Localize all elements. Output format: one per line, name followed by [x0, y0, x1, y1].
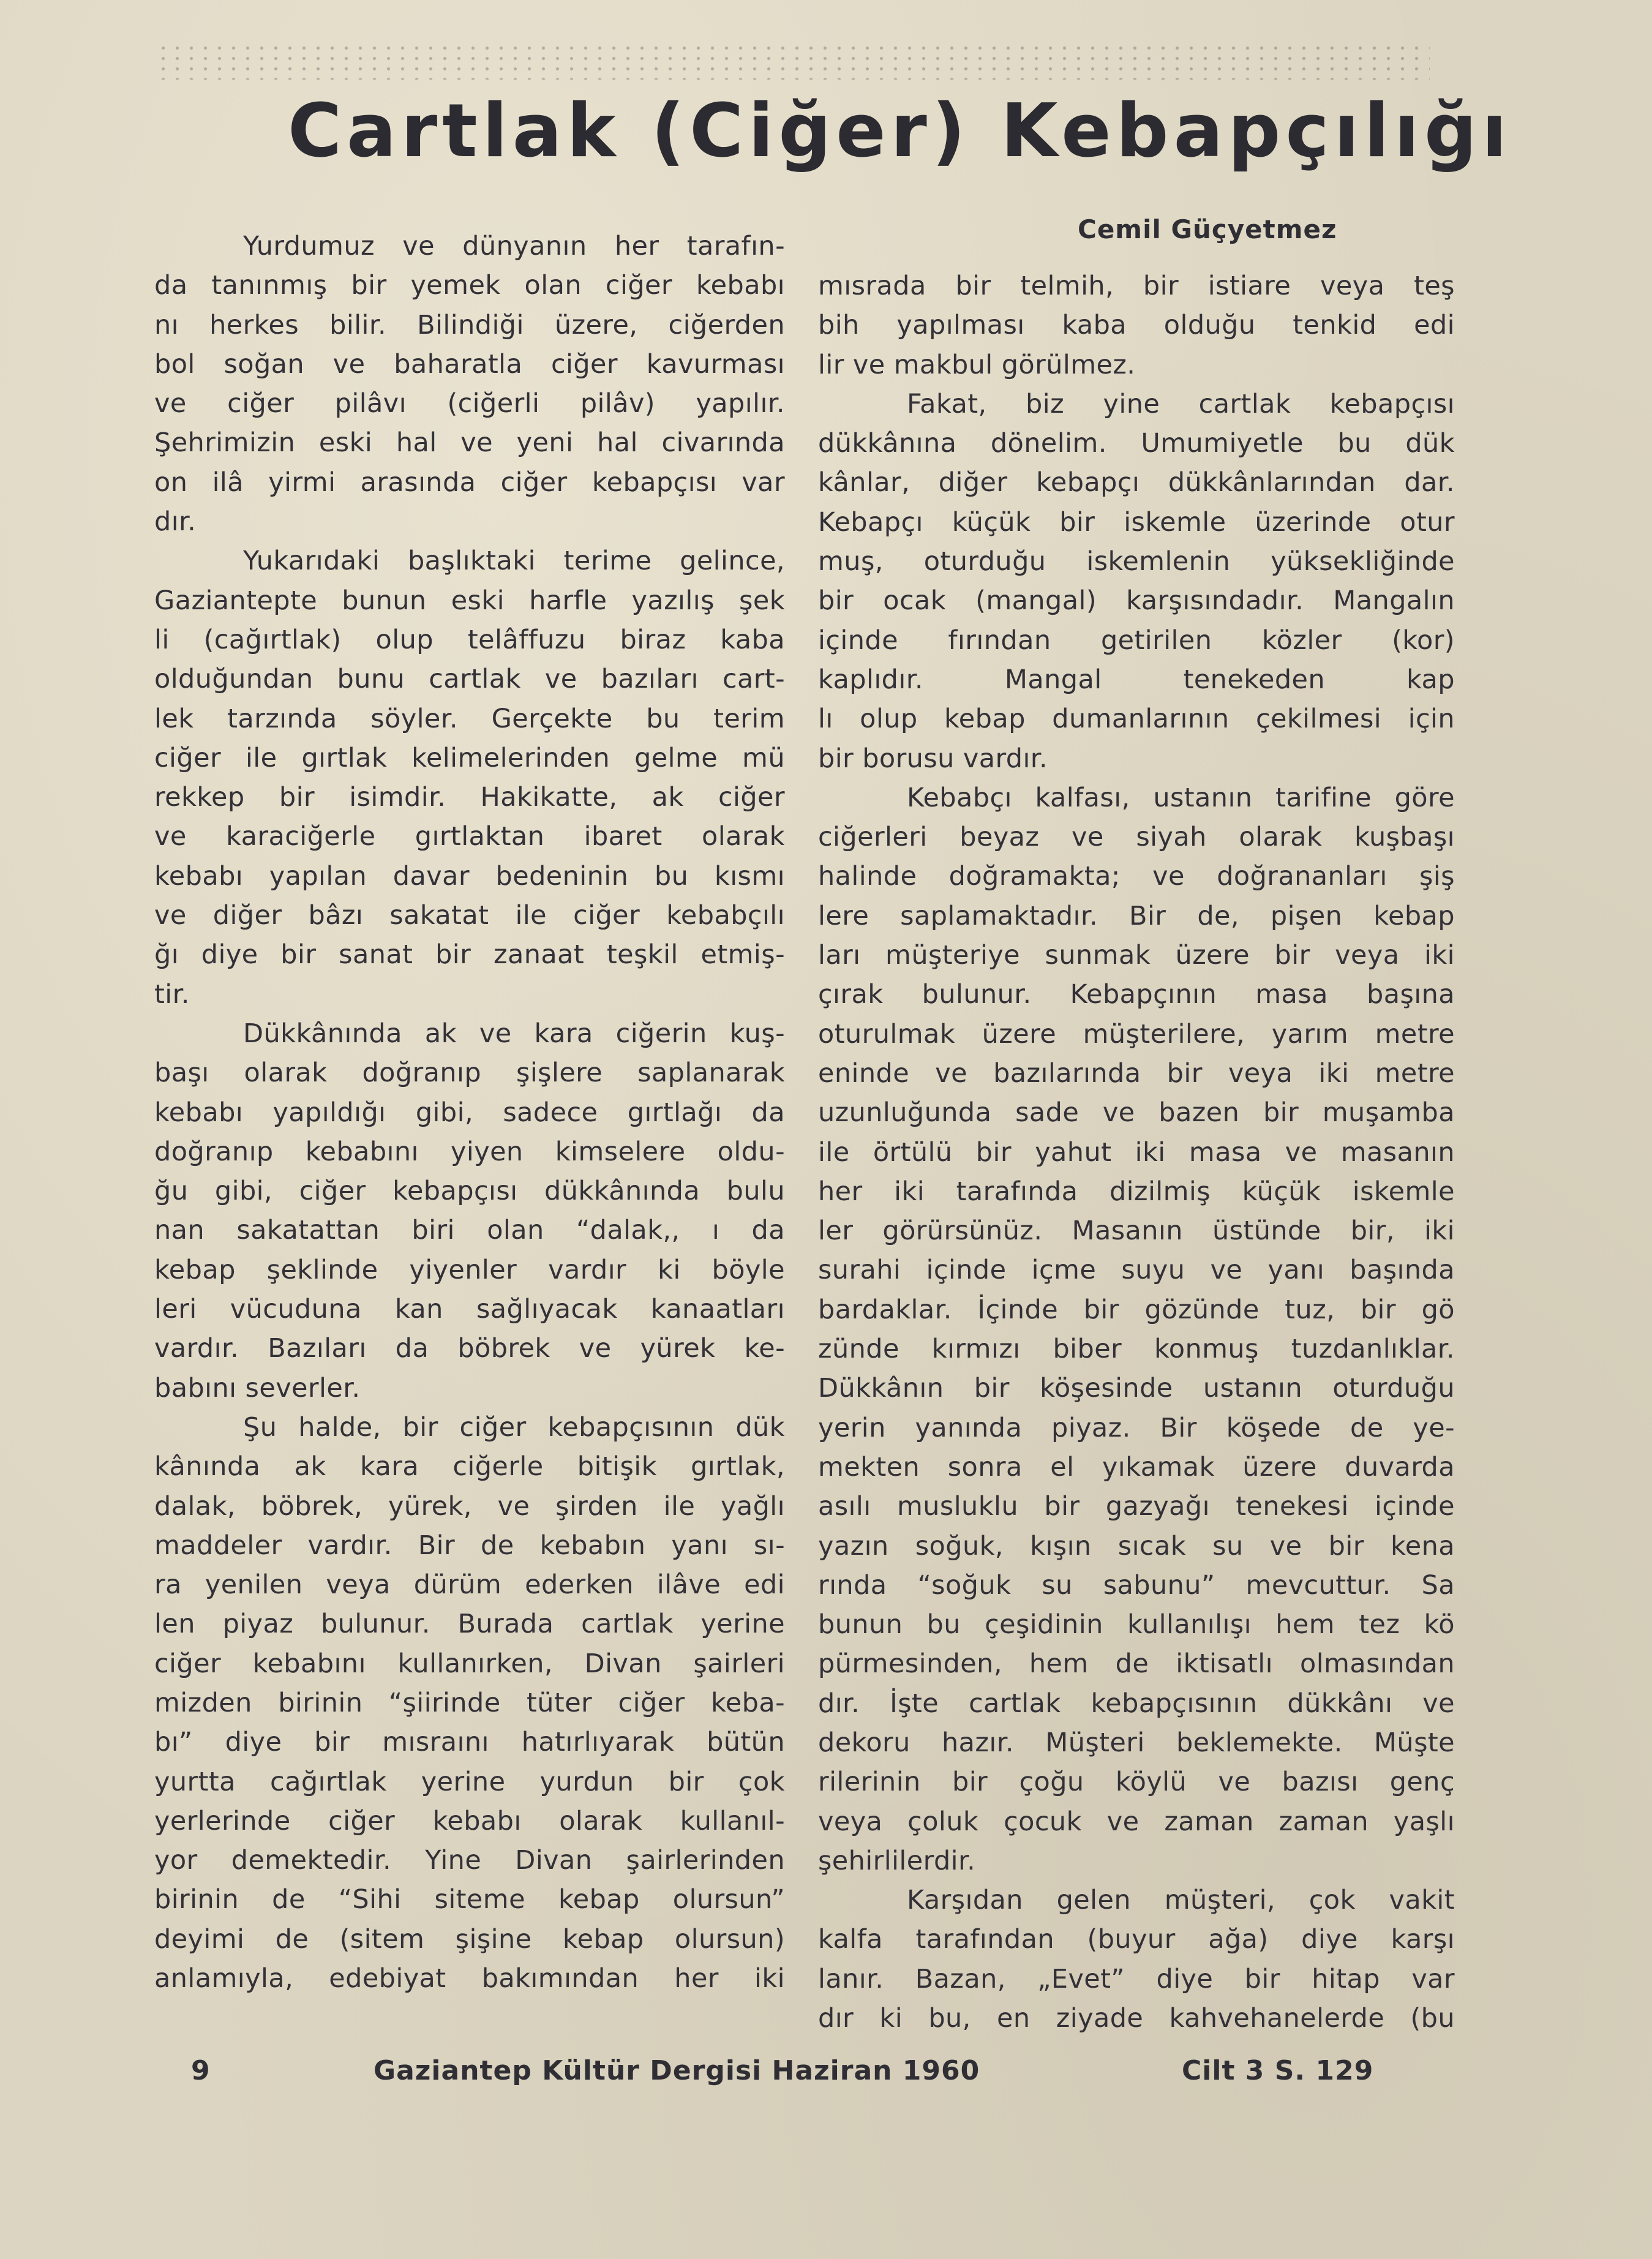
text-line: kalfa tarafından (buyur ağa) diye karşı	[818, 1924, 1455, 1955]
text-line: bı” diye bir mısraını hatırlıyarak bütün	[154, 1727, 785, 1758]
text-line: yor demektedir. Yine Divan şairlerinden	[154, 1845, 785, 1876]
text-line: kânında ak kara ciğerle bitişik gırtlak,	[154, 1451, 785, 1483]
text-line: surahi içinde içme suyu ve yanı başında	[818, 1255, 1455, 1286]
text-line: bir ocak (mangal) karşısındadır. Mangalın	[818, 585, 1455, 617]
text-line: eninde ve bazılarında bir veya iki metre	[818, 1058, 1455, 1089]
text-line: nı herkes bilir. Bilindiği üzere, ciğerden	[154, 309, 785, 340]
text-line: uzunluğunda sade ve bazen bir muşamba	[818, 1097, 1455, 1129]
text-line: bih yapılması kaba olduğu tenkid edi	[818, 310, 1455, 341]
text-line: ve diğer bâzı sakatat ile ciğer kebabçılı	[154, 900, 785, 931]
text-line: anlamıyla, edebiyat bakımından her iki	[154, 1963, 785, 1994]
text-line: dalak, böbrek, yürek, ve şirden ile yağlı	[154, 1490, 785, 1522]
text-line: ciğer kebabını kullanırken, Divan şairleri	[154, 1648, 785, 1679]
text-line: Gaziantepte bunun eski harfle yazılış şek	[154, 585, 785, 616]
text-line: Yukarıdaki başlıktaki terime gelince,	[243, 546, 785, 577]
magazine-issue: Gaziantep Kültür Dergisi Haziran 1960	[374, 2055, 980, 2086]
text-line: Dükkânın bir köşesinde ustanın oturduğu	[818, 1373, 1455, 1404]
text-line: mısrada bir telmih, bir istiare veya teş	[818, 271, 1455, 301]
text-line: rekkep bir isimdir. Hakikatte, ak ciğer	[154, 782, 785, 813]
text-line: mizden birinin “şiirinde tüter ciğer keba-	[154, 1687, 785, 1718]
text-line: ğı diye bir sanat bir zanaat teşkil etmiş-	[154, 939, 785, 971]
text-line: ciğer ile gırtlak kelimelerinden gelme mü	[154, 742, 785, 773]
text-line: bardaklar. İçinde bir gözünde tuz, bir gö	[818, 1294, 1455, 1325]
text-line: bol soğan ve baharatla ciğer kavurması	[154, 348, 785, 380]
text-line: Dükkânında ak ve kara ciğerin kuş-	[243, 1018, 785, 1049]
text-line: çırak bulunur. Kebapçının masa başına	[818, 979, 1455, 1010]
text-line: mekten sonra el yıkamak üzere duvarda	[818, 1451, 1455, 1483]
text-line: lere saplamaktadır. Bir de, pişen kebap	[818, 900, 1455, 931]
text-line: yazın soğuk, kışın sıcak su ve bir kena	[818, 1530, 1455, 1562]
text-line: Kebapçı küçük bir iskemle üzerinde otur	[818, 506, 1455, 538]
text-line: ve ciğer pilâvı (ciğerli pilâv) yapılır.	[154, 388, 785, 419]
volume-number: Cilt 3 S. 129	[1182, 2055, 1374, 2086]
text-line: Fakat, biz yine cartlak kebapçısı	[907, 388, 1455, 419]
text-line: nan sakatattan biri olan “dalak,, ı da	[154, 1215, 785, 1246]
text-line: ğu gibi, ciğer kebapçısı dükkânında bulu	[154, 1176, 785, 1207]
text-line: kebap şeklinde yiyenler vardır ki böyle	[154, 1254, 785, 1285]
text-line: tir.	[154, 979, 190, 1010]
text-line: bunun bu çeşidinin kullanılışı hem tez kö	[818, 1609, 1455, 1641]
text-line: zünde kırmızı biber konmuş tuzdanlıklar.	[818, 1334, 1455, 1365]
text-line: lı olup kebap dumanlarının çekilmesi için	[818, 704, 1455, 735]
text-line: on ilâ yirmi arasında ciğer kebapçısı var	[154, 467, 785, 498]
text-line: kaplıdır. Mangal tenekeden kap	[818, 664, 1455, 695]
left-text-column	[154, 227, 785, 1998]
text-line: başı olarak doğranıp şişlere saplanarak	[154, 1058, 785, 1089]
text-line: yerlerinde ciğer kebabı olarak kullanıl-	[154, 1805, 785, 1836]
text-line: maddeler vardır. Bir de kebabın yanı sı-	[154, 1530, 785, 1561]
text-line: li (cağırtlak) olup telâffuzu biraz kaba	[154, 624, 785, 655]
text-line: her iki tarafında dizilmiş küçük iskemle	[818, 1176, 1455, 1207]
text-line: rında “soğuk su sabunu” mevcuttur. Sa	[818, 1569, 1455, 1601]
text-line: dekoru hazır. Müşteri beklemekte. Müşte	[818, 1727, 1455, 1758]
text-line: kânlar, diğer kebapçı dükkânlarından dar.	[818, 467, 1455, 498]
text-line: dır. İşte cartlak kebapçısının dükkânı ve	[818, 1688, 1455, 1719]
text-line: birinin de “Sihi siteme kebap olursun”	[154, 1884, 785, 1915]
text-line: Kebabçı kalfası, ustanın tarifine göre	[907, 782, 1455, 813]
right-text-column	[818, 266, 1455, 2038]
text-line: dır.	[154, 506, 197, 538]
text-line: Şehrimizin eski hal ve yeni hal civarında	[154, 427, 785, 459]
text-line: kebabı yapılan davar bedeninin bu kısmı	[154, 860, 785, 892]
text-line: dır ki bu, en ziyade kahvehanelerde (bu	[818, 2003, 1455, 2034]
text-line: Şu halde, bir ciğer kebapçısının dük	[243, 1411, 785, 1443]
text-line: şehirlilerdir.	[818, 1845, 976, 1876]
text-line: lanır. Bazan, „Evet” diye bir hitap var	[818, 1963, 1455, 1994]
print-bleed-through	[156, 43, 1430, 80]
text-line: halinde doğramakta; ve doğrananları şiş	[818, 861, 1455, 892]
text-line: leri vücuduna kan sağlıyacak kanaatları	[154, 1294, 785, 1325]
text-line: dükkânına dönelim. Umumiyetle bu dük	[818, 428, 1455, 459]
text-line: içinde fırından getirilen közler (kor)	[818, 625, 1455, 656]
page-number: 9	[191, 2055, 210, 2086]
text-line: ve karaciğerle gırtlaktan ibaret olarak	[154, 821, 785, 852]
text-line: ra yenilen veya dürüm ederken ilâve edi	[154, 1569, 785, 1601]
text-line: da tanınmış bir yemek olan ciğer kebabı	[154, 270, 785, 301]
text-line: Yurdumuz ve dünyanın her tarafın-	[243, 231, 785, 261]
text-line: rilerinin bir çoğu köylü ve bazısı genç	[818, 1767, 1455, 1798]
text-line: len piyaz bulunur. Burada cartlak yerine	[154, 1609, 785, 1640]
text-line: lir ve makbul görülmez.	[818, 349, 1136, 380]
text-line: doğranıp kebabını yiyen kimselere oldu-	[154, 1136, 785, 1167]
text-line: ile örtülü bir yahut iki masa ve masanın	[818, 1137, 1455, 1168]
page-footer	[0, 2047, 1652, 2095]
text-line: ları müşteriye sunmak üzere bir veya iki	[818, 940, 1455, 971]
article-title: Cartlak (Ciğer) Kebapçılığı	[288, 89, 1512, 174]
text-line: asılı musluklu bir gazyağı tenekesi içinde	[818, 1491, 1455, 1522]
text-line: vardır. Bazıları da böbrek ve yürek ke-	[154, 1333, 785, 1364]
text-line: olduğundan bunu cartlak ve bazıları cart-	[154, 664, 785, 695]
text-line: veya çoluk çocuk ve zaman zaman yaşlı	[818, 1806, 1455, 1837]
text-line: yerin yanında piyaz. Bir köşede de ye-	[818, 1412, 1455, 1443]
text-line: muş, oturduğu iskemlenin yüksekliğinde	[818, 546, 1455, 577]
article-author: Cemil Güçyetmez	[1078, 214, 1337, 244]
text-line: oturulmak üzere müşterilere, yarım metre	[818, 1018, 1455, 1050]
text-line: ciğerleri beyaz ve siyah olarak kuşbaşı	[818, 822, 1455, 853]
text-line: babını severler.	[154, 1372, 361, 1404]
text-line: Karşıdan gelen müşteri, çok vakit	[907, 1885, 1455, 1916]
text-line: ler görürsünüz. Masanın üstünde bir, iki	[818, 1216, 1455, 1247]
text-line: pürmesinden, hem de iktisatlı olmasından	[818, 1648, 1455, 1680]
text-line: deyimi de (sitem şişine kebap olursun)	[154, 1923, 785, 1955]
text-line: lek tarzında söyler. Gerçekte bu terim	[154, 703, 785, 734]
text-line: yurtta cağırtlak yerine yurdun bir çok	[154, 1766, 785, 1797]
text-line: kebabı yapıldığı gibi, sadece gırtlağı da	[154, 1097, 785, 1128]
text-line: bir borusu vardır.	[818, 743, 1048, 774]
